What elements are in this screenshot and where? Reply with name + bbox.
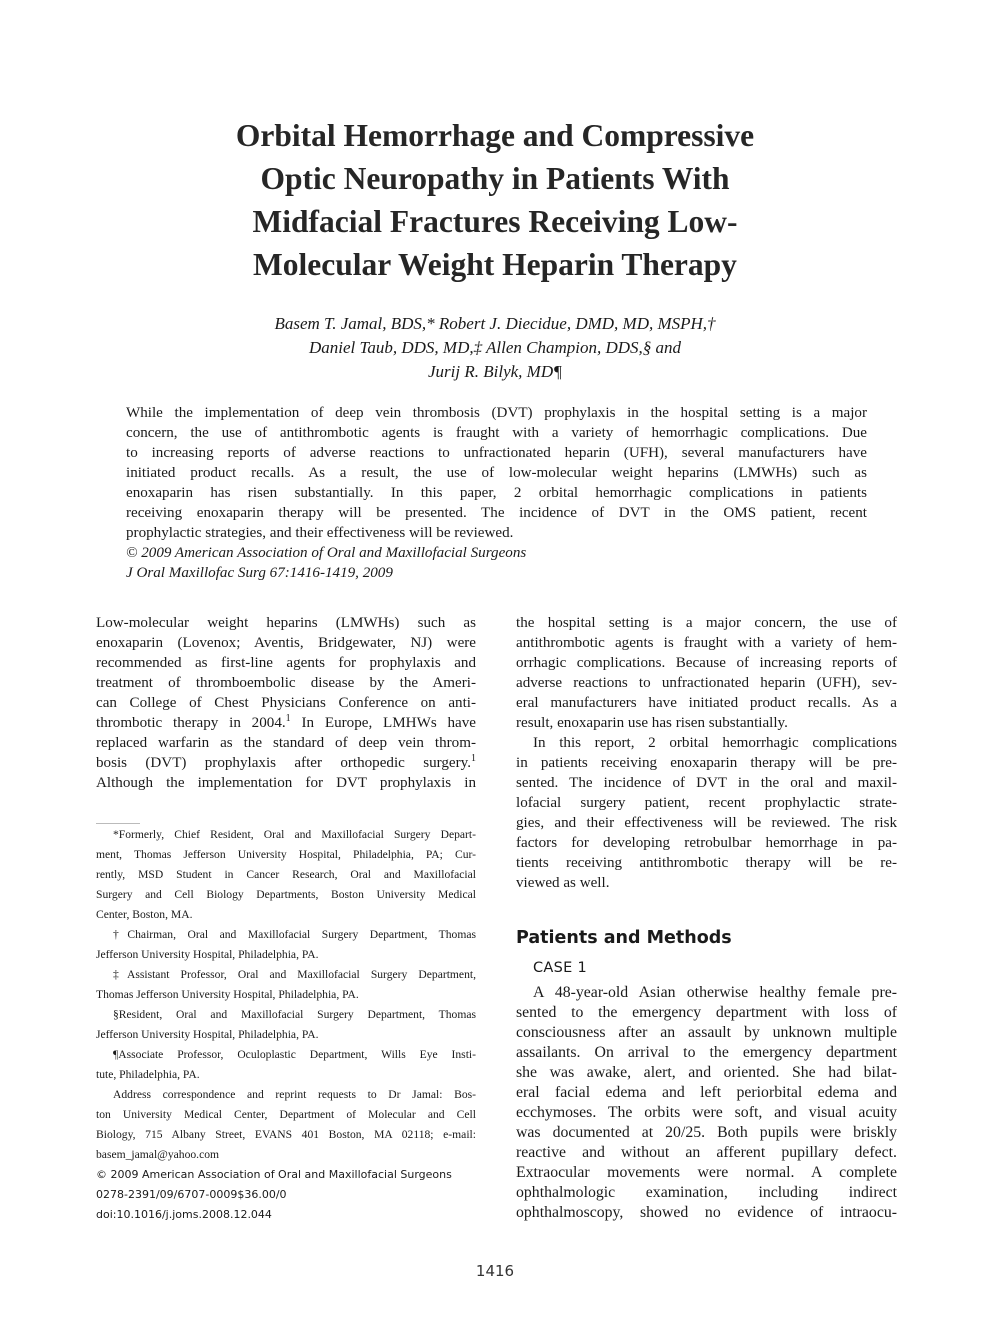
footnote-line: Jefferson University Hospital, Philadelphia, PA. (96, 1028, 319, 1041)
body-line: In this report, 2 orbital hemorrhagic complications (533, 735, 897, 751)
footnote-line: ment, Thomas Jefferson University Hospital, Philadelphia, PA; Cur- (96, 848, 476, 861)
body-line: was documented at 20/25. Both pupils were briskly (516, 1124, 897, 1141)
abstract-line: concern, the use of antithrombotic agents is fraught with a variety of hemorrhagic complications. Due (126, 425, 867, 441)
abstract-line: While the implementation of deep vein thrombosis (DVT) prophylaxis in the hospital setting is a major (126, 405, 867, 421)
body-line-with-reference (96, 713, 476, 733)
body-line: Low-molecular weight heparins (LMWHs) such as (96, 615, 476, 631)
case-1-text (516, 983, 897, 1223)
abstract-line: to increasing reports of adverse reactions to unfractionated heparin (UFH), several manufacturers have (126, 445, 867, 461)
body-line: sented. The incidence of DVT in the oral and maxil- (516, 775, 897, 791)
issn-line: 0278-2391/09/6707-0009$36.00/0 (96, 1188, 287, 1201)
body-text: thrombotic therapy in 2004. (96, 715, 286, 731)
abstract-line: enoxaparin has risen substantially. In this paper, 2 orbital hemorrhagic complications in patients (126, 485, 867, 501)
author-line: Daniel Taub, DDS, MD,‡ Allen Champion, DDS,§ and (308, 338, 682, 357)
case-label: CASE 1 (533, 960, 588, 976)
reference-marker[interactable]: 1 (285, 713, 291, 724)
title-line: Orbital Hemorrhage and Compressive (235, 118, 755, 153)
body-line: Although the implementation for DVT prophylaxis in (96, 775, 476, 791)
author-line: Jurij R. Bilyk, MD¶ (428, 362, 562, 381)
right-column-body (516, 613, 897, 893)
reference-marker[interactable]: 1 (471, 753, 476, 764)
footnote-line: †Chairman, Oral and Maxillofacial Surgery Department, Thomas (113, 928, 476, 941)
journal-citation: J Oral Maxillofac Surg 67:1416-1419, 2009 (126, 565, 393, 581)
body-line: ophthalmologic examination, including indirect (516, 1184, 897, 1201)
abstract-line: initiated product recalls. As a result, the use of low-molecular weight heparins (LMWHs) such as (126, 465, 867, 481)
footnote-line: rently, MSD Student in Cancer Research, Oral and Maxillofacial (96, 868, 476, 881)
body-line: factors for developing retrobulbar hemorrhage in pa- (516, 835, 897, 851)
section-heading: Patients and Methods (516, 928, 732, 948)
body-line: tients receiving antithrombotic therapy will be re- (516, 855, 897, 871)
body-line: gies, and their effectiveness will be reviewed. The risk (516, 815, 897, 831)
doi-link[interactable]: doi:10.1016/j.joms.2008.12.044 (96, 1208, 272, 1221)
body-line: A 48-year-old Asian otherwise healthy female pre- (533, 984, 897, 1001)
body-line: ophthalmoscopy, showed no evidence of intraocu- (516, 1204, 897, 1221)
footnote-line: Center, Boston, MA. (96, 908, 193, 921)
footnote-divider (96, 823, 140, 824)
body-line: lofacial surgery patient, recent prophylactic strate- (516, 795, 897, 811)
body-line: she was awake, alert, and oriented. She had bilat- (516, 1064, 897, 1081)
footnote-copyright: © 2009 American Association of Oral and Maxillofacial Surgeons (96, 1168, 452, 1181)
author-line: Basem T. Jamal, BDS,* Robert J. Diecidue, DMD, MD, MSPH,† (274, 314, 716, 333)
footnote-line: Thomas Jefferson University Hospital, Philadelphia, PA. (96, 988, 359, 1001)
author-list (150, 312, 840, 384)
abstract (126, 403, 867, 583)
footnote-line: tute, Philadelphia, PA. (96, 1068, 200, 1081)
body-line: consciousness after an assault by unknown multiple (516, 1024, 897, 1041)
body-line: eral facial edema and left periorbital edema and (516, 1084, 897, 1101)
left-column-body (96, 613, 476, 793)
body-line: Extraocular movements were normal. A complete (516, 1164, 897, 1181)
body-line: reactive and without an afferent pupillary defect. (516, 1144, 897, 1161)
footnote-line: Address correspondence and reprint requests to Dr Jamal: Bos- (113, 1088, 476, 1101)
body-line: assailants. On arrival to the emergency department (516, 1044, 897, 1061)
title-line: Optic Neuropathy in Patients With (260, 161, 730, 196)
body-line: recommended as first-line agents for prophylaxis and (96, 655, 476, 671)
abstract-line: receiving enoxaparin therapy will be presented. The incidence of DVT in the OMS patient, recent (126, 505, 867, 521)
body-line: antithrombotic agents is fraught with a variety of hem- (516, 635, 897, 651)
body-line: result, enoxaparin use has risen substantially. (516, 715, 788, 731)
body-line: adverse reactions to unfractionated heparin (UFH), sev- (516, 675, 897, 691)
footnote-line: *Formerly, Chief Resident, Oral and Maxillofacial Surgery Depart- (113, 828, 476, 841)
page-number: 1416 (475, 1262, 515, 1280)
body-line: treatment of thromboembolic disease by the Ameri- (96, 675, 476, 691)
abstract-copyright: © 2009 American Association of Oral and Maxillofacial Surgeons (126, 545, 527, 561)
body-line: orrhagic complications. Because of increasing reports of (516, 655, 897, 671)
title-line: Midfacial Fractures Receiving Low- (252, 204, 738, 239)
body-line: sented to the emergency department with loss of (516, 1004, 897, 1021)
body-text: In Europe, LMHWs have (290, 715, 477, 731)
footnote-line: ton University Medical Center, Department of Molecular and Cell (96, 1108, 476, 1121)
body-line: the hospital setting is a major concern, the use of (516, 615, 897, 631)
article-title (120, 114, 870, 286)
body-text: bosis (DVT) prophylaxis after orthopedic surgery. (96, 755, 471, 771)
title-line: Molecular Weight Heparin Therapy (253, 247, 737, 282)
footnote-line: Biology, 715 Albany Street, EVANS 401 Boston, MA 02118; e-mail: (96, 1128, 476, 1141)
footnote-line: ‡Assistant Professor, Oral and Maxillofacial Surgery Department, (113, 968, 476, 981)
body-line-with-reference (96, 753, 476, 773)
body-line: ecchymoses. The orbits were soft, and visual acuity (516, 1104, 897, 1121)
email-link[interactable]: basem_jamal@yahoo.com (96, 1148, 220, 1161)
body-line: in patients receiving enoxaparin therapy will be pre- (516, 755, 897, 771)
footnote-line: ¶Associate Professor, Oculoplastic Department, Wills Eye Insti- (113, 1048, 476, 1061)
footnote-line: §Resident, Oral and Maxillofacial Surgery Department, Thomas (113, 1008, 476, 1021)
abstract-line: prophylactic strategies, and their effectiveness will be reviewed. (126, 525, 514, 541)
body-line: replaced warfarin as the standard of deep vein throm- (96, 735, 476, 751)
body-line: enoxaparin (Lovenox; Aventis, Bridgewater, NJ) were (96, 635, 476, 651)
footnotes (96, 825, 476, 1225)
body-line: can College of Chest Physicians Conference on anti- (96, 695, 476, 711)
body-line: eral manufacturers have initiated product recalls. As a (516, 695, 897, 711)
footnote-line: Jefferson University Hospital, Philadelphia, PA. (96, 948, 319, 961)
body-line: viewed as well. (516, 875, 610, 891)
footnote-line: Surgery and Cell Biology Departments, Boston University Medical (96, 888, 476, 901)
